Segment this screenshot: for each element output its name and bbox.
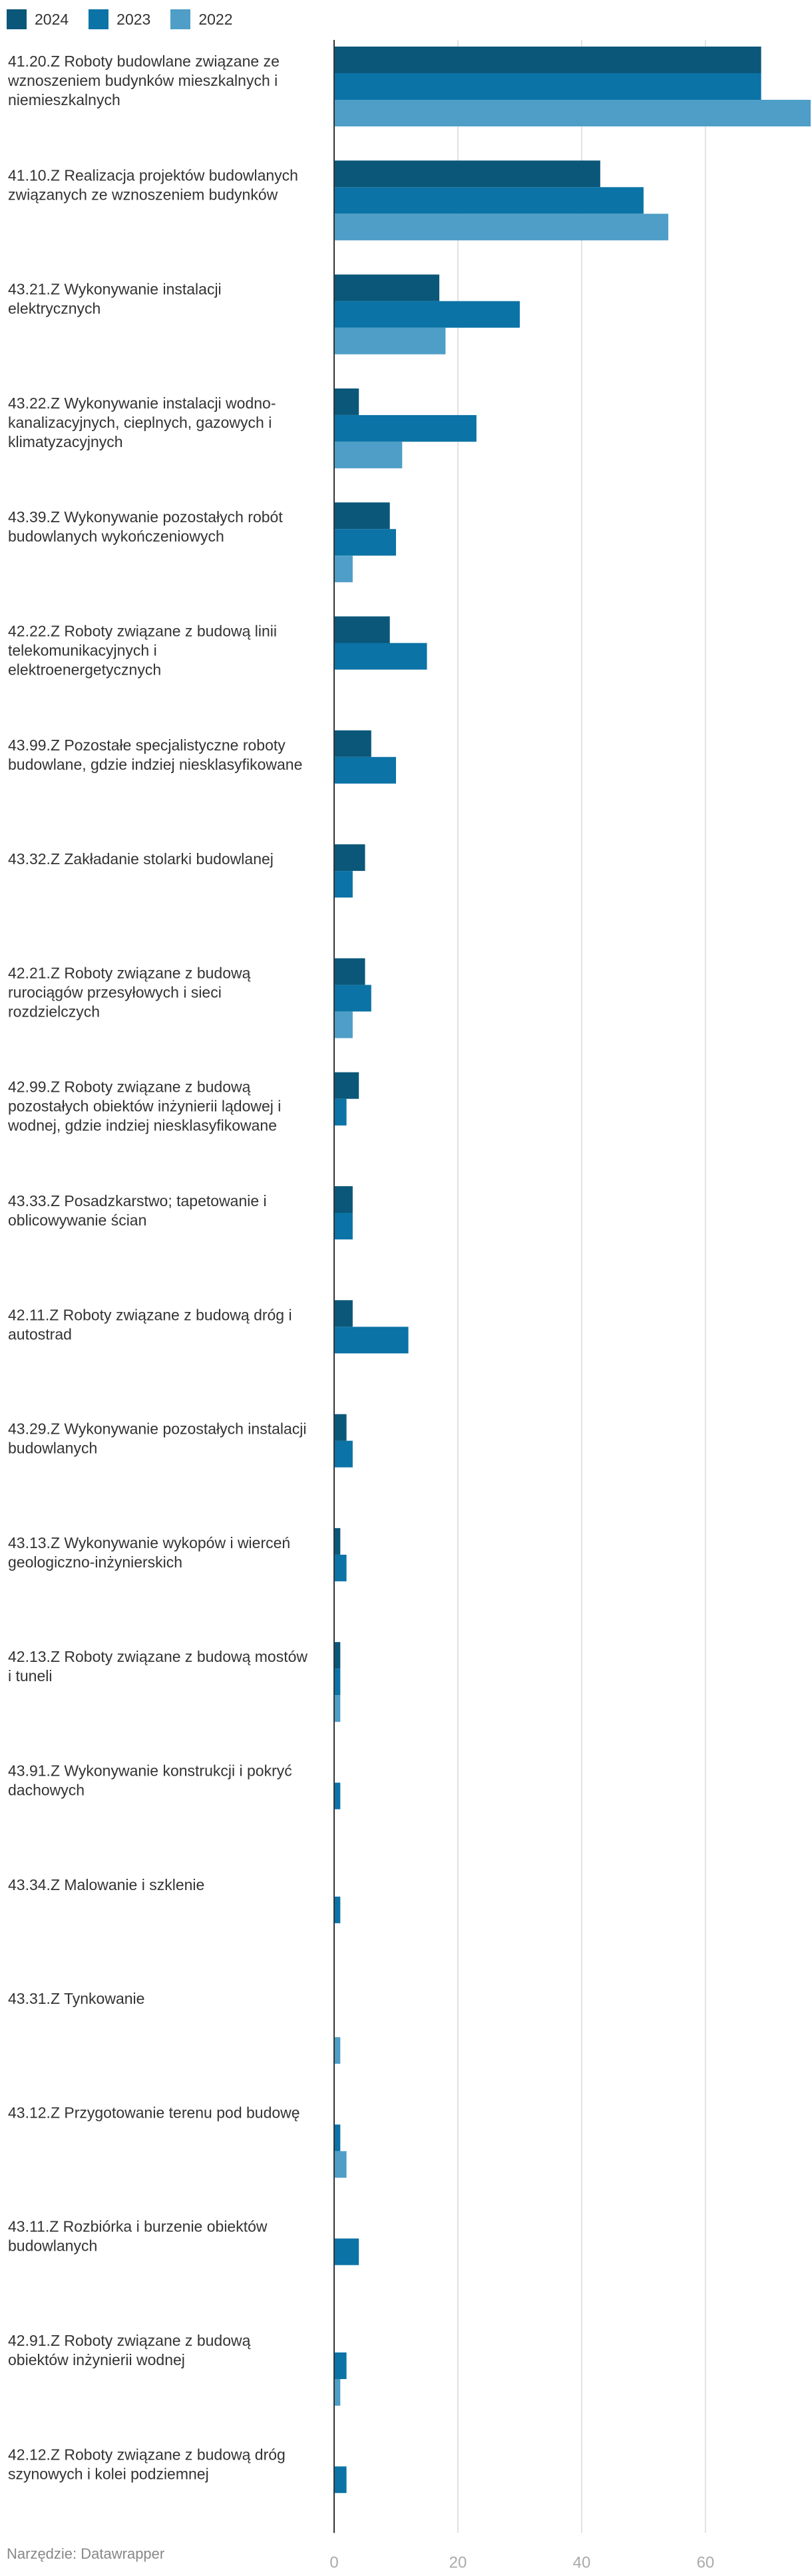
- category-label-line: elektroenergetycznych: [8, 661, 162, 679]
- category-label-line: budowlanych: [8, 1439, 98, 1457]
- category-label-line: oblicowywanie ścian: [8, 1211, 147, 1229]
- category-label-line: 42.22.Z Roboty związane z budową linii: [8, 622, 278, 640]
- category-label: [8, 281, 222, 317]
- category-label: [8, 166, 298, 203]
- category-label: [8, 1420, 307, 1457]
- category-label-line: 43.22.Z Wykonywanie instalacji wodno-: [8, 394, 276, 412]
- category-label-line: 41.20.Z Roboty budowlane związane ze: [8, 53, 280, 70]
- bar: [334, 2037, 340, 2064]
- bar: [334, 529, 396, 556]
- category-label-line: 43.99.Z Pozostałe specjalistyczne roboty: [8, 736, 286, 754]
- bar: [334, 2124, 340, 2151]
- category-label-line: 43.11.Z Rozbiórka i burzenie obiektów: [8, 2217, 268, 2235]
- bar: [334, 1528, 340, 1555]
- category-label-line: 42.13.Z Roboty związane z budową mostów: [8, 1648, 308, 1666]
- bar: [334, 301, 520, 328]
- category-label: [8, 1306, 292, 1343]
- category-label-line: 43.13.Z Wykonywanie wykopów i wierceń: [8, 1533, 291, 1551]
- bar: [334, 328, 445, 355]
- category-label-line: dachowych: [8, 1781, 85, 1799]
- grid-lines: [458, 40, 706, 2533]
- category-label-line: 43.34.Z Malowanie i szklenie: [8, 1875, 205, 1893]
- category-label-line: rozdzielczych: [8, 1003, 101, 1021]
- category-label-line: pozostałych obiektów inżynierii lądowej i: [8, 1097, 282, 1115]
- bar: [334, 1555, 347, 1581]
- category-label-line: 42.99.Z Roboty związane z budową: [8, 1078, 251, 1096]
- bar: [334, 1783, 340, 1810]
- category-label-line: obiektów inżynierii wodnej: [8, 2351, 185, 2368]
- legend-label: 2022: [198, 10, 233, 28]
- bar: [334, 985, 371, 1011]
- bar: [334, 1300, 353, 1327]
- bar: [334, 871, 353, 897]
- x-tick-label: 20: [449, 2553, 467, 2572]
- bar: [334, 100, 811, 126]
- bars: [334, 47, 811, 2493]
- category-label-line: związanych ze wznoszeniem budynków: [8, 186, 278, 204]
- bar: [334, 643, 427, 670]
- category-label-line: niemieszkalnych: [8, 91, 120, 108]
- bar: [334, 1186, 353, 1213]
- legend-label: 2023: [116, 10, 151, 28]
- x-tick-label: 60: [696, 2553, 715, 2572]
- bar: [334, 1441, 353, 1468]
- bar: [334, 1099, 347, 1126]
- category-label-line: telekomunikacyjnych i: [8, 641, 157, 659]
- category-label: [8, 2218, 268, 2255]
- category-label: [8, 1534, 290, 1571]
- bar: [334, 730, 371, 757]
- bar: [334, 1072, 359, 1099]
- category-label-line: wodnej, gdzie indziej niesklasyfikowane: [8, 1116, 278, 1134]
- bar: [334, 2151, 347, 2177]
- bar: [334, 1669, 340, 1695]
- bar: [334, 73, 761, 100]
- bar: [334, 958, 365, 985]
- bar: [334, 2379, 340, 2406]
- category-label: [8, 1648, 307, 1685]
- category-label-line: geologiczno-inżynierskich: [8, 1553, 183, 1571]
- category-label-line: 43.31.Z Tynkowanie: [8, 1990, 145, 2008]
- bar: [334, 556, 353, 582]
- bar: [334, 1642, 340, 1669]
- category-label: [8, 1990, 144, 2007]
- category-label-line: budowlanych wykończeniowych: [8, 528, 224, 546]
- bar: [334, 844, 365, 871]
- bar: [334, 1213, 353, 1239]
- bar: [334, 617, 390, 643]
- bar: [334, 1327, 409, 1353]
- bar: [334, 187, 644, 214]
- bar: [334, 442, 402, 468]
- category-label-line: 42.21.Z Roboty związane z budową: [8, 964, 251, 982]
- category-label-line: wznoszeniem budynków mieszkalnych i: [8, 72, 278, 89]
- bar: [334, 1011, 353, 1038]
- category-label-line: budowlane, gdzie indziej niesklasyfikowane: [8, 755, 303, 773]
- bar: [334, 1414, 347, 1441]
- bar: [334, 1897, 340, 1923]
- category-label-line: 43.29.Z Wykonywanie pozostałych instalacji: [8, 1420, 307, 1438]
- category-label-line: 42.91.Z Roboty związane z budową: [8, 2332, 251, 2349]
- category-label-line: 43.21.Z Wykonywanie instalacji: [8, 280, 222, 298]
- category-label-line: klimatyzacyjnych: [8, 432, 123, 450]
- category-label-line: rurociągów przesyłowych i sieci: [8, 983, 222, 1001]
- bar: [334, 2466, 347, 2493]
- legend-label: 2024: [35, 10, 69, 28]
- source-note: Narzędzie: Datawrapper: [7, 2545, 165, 2562]
- bar: [334, 160, 600, 187]
- category-label: [8, 964, 251, 1020]
- category-label-line: 43.33.Z Posadzkarstwo; tapetowanie i: [8, 1192, 267, 1209]
- category-label: [8, 395, 276, 450]
- bar: [334, 1695, 340, 1722]
- x-tick-label: 0: [329, 2553, 339, 2572]
- category-label: [8, 1876, 204, 1893]
- category-label-line: 43.39.Z Wykonywanie pozostałych robót: [8, 508, 283, 526]
- category-label: [8, 850, 274, 868]
- category-label-line: 43.91.Z Wykonywanie konstrukcji i pokryć: [8, 1762, 292, 1780]
- category-label-line: 42.11.Z Roboty związane z budową dróg i: [8, 1306, 292, 1324]
- category-label-line: elektrycznych: [8, 299, 101, 317]
- category-label: [8, 2104, 300, 2121]
- bar: [334, 214, 668, 240]
- bar: [334, 502, 390, 529]
- category-label: [8, 736, 302, 773]
- category-label: [8, 2332, 251, 2368]
- bar: [334, 389, 359, 415]
- category-label-line: 43.32.Z Zakładanie stolarki budowlanej: [8, 850, 274, 868]
- category-label: [7, 53, 280, 108]
- category-label: [8, 2446, 286, 2482]
- category-label: [8, 508, 283, 545]
- category-label: [7, 1078, 281, 1134]
- x-tick-label: 40: [572, 2553, 591, 2572]
- category-label-line: 41.10.Z Realizacja projektów budowlanych: [8, 166, 298, 184]
- x-axis-ticks: [329, 2553, 714, 2571]
- bar: [334, 415, 477, 442]
- bar: [334, 47, 761, 73]
- category-label-line: kanalizacyjnych, cieplnych, gazowych i: [8, 413, 272, 431]
- category-label: [8, 1192, 267, 1229]
- category-label-line: budowlanych: [8, 2237, 98, 2255]
- category-label-line: 42.12.Z Roboty związane z budową dróg: [8, 2446, 286, 2464]
- category-label-line: 43.12.Z Przygotowanie terenu pod budowę: [8, 2104, 300, 2122]
- bar: [334, 2239, 359, 2265]
- category-labels: [7, 53, 307, 2482]
- bar: [334, 2352, 347, 2379]
- category-label: [8, 1762, 292, 1799]
- bar: [334, 757, 396, 784]
- category-label-line: i tuneli: [8, 1667, 53, 1685]
- category-label-line: autostrad: [8, 1325, 72, 1343]
- bar: [334, 275, 439, 301]
- category-label-line: szynowych i kolei podziemnej: [8, 2465, 209, 2483]
- category-label: [8, 623, 277, 679]
